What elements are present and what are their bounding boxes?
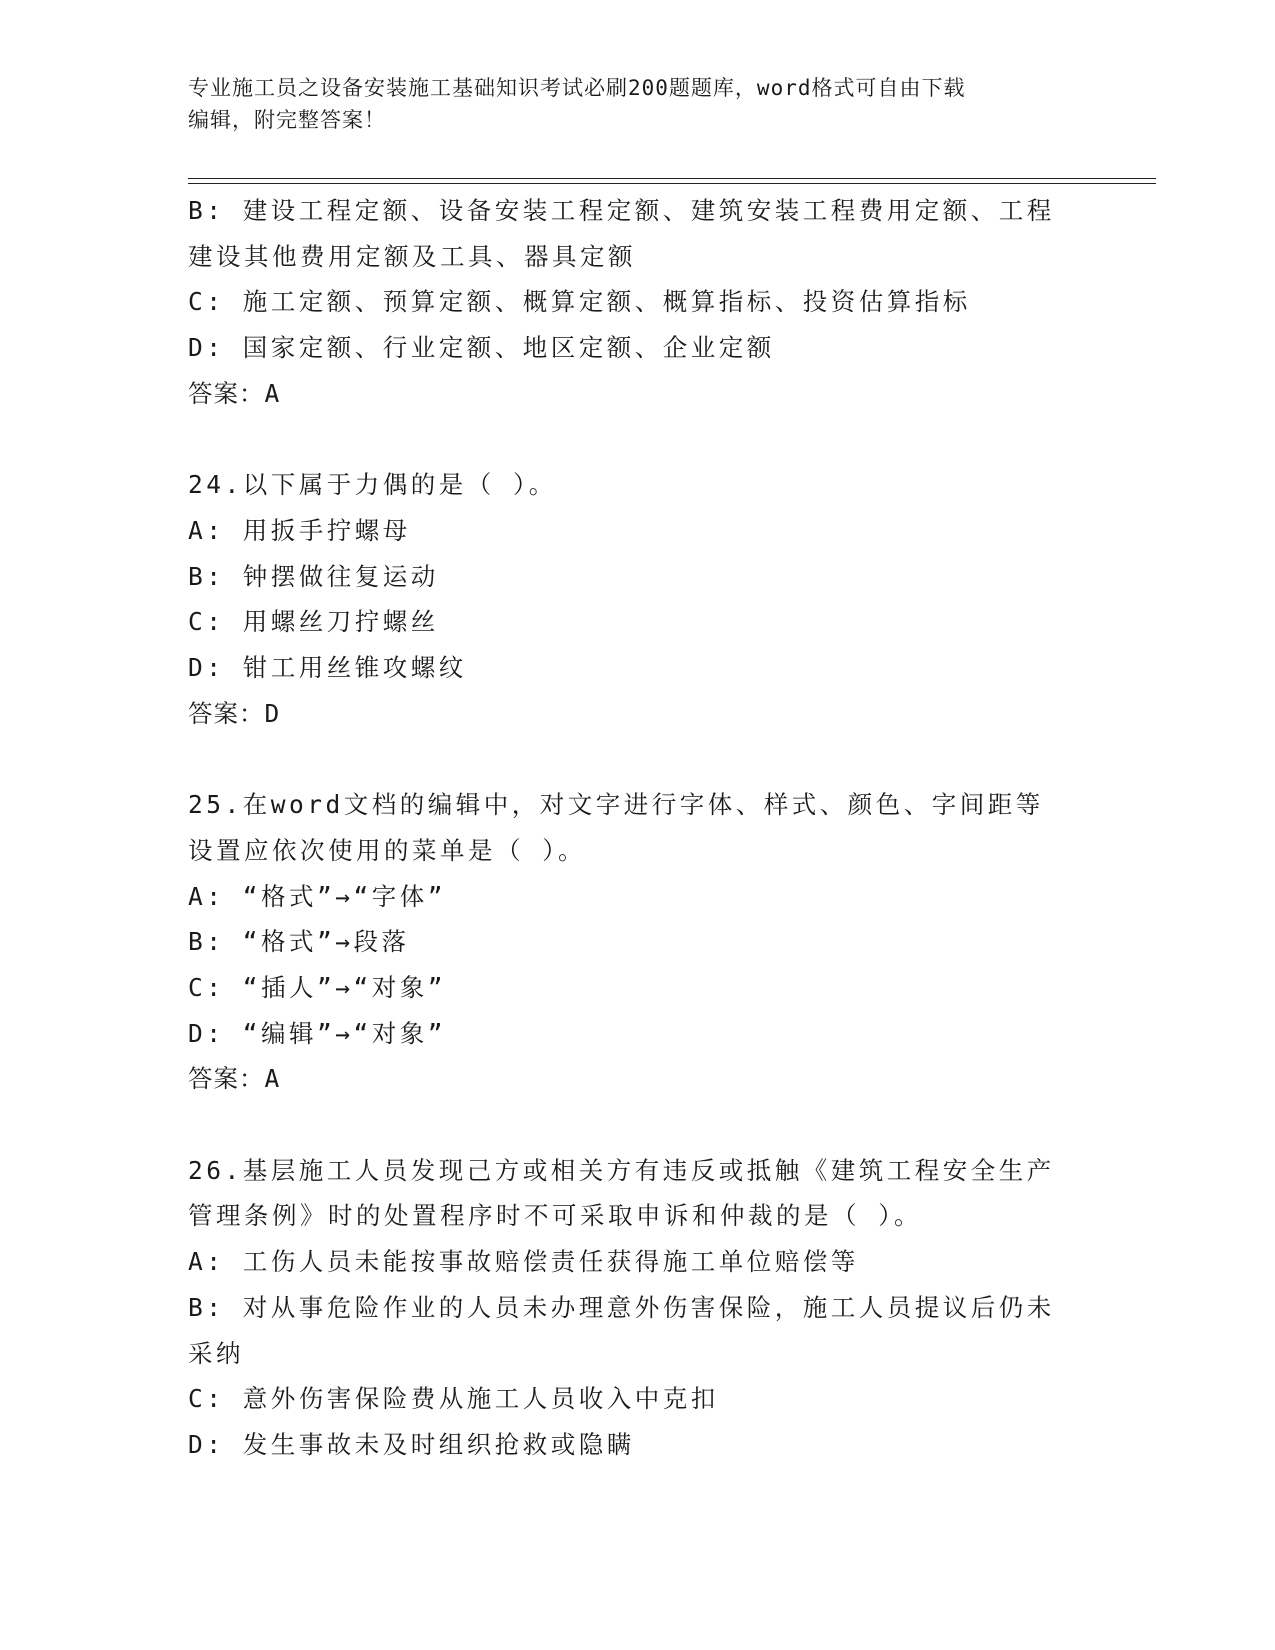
option-c: C: 用螺丝刀拧螺丝 <box>188 607 439 637</box>
option-d: D: 钳工用丝锥攻螺纹 <box>188 653 467 683</box>
option-b-line-2: 建设其他费用定额及工具、器具定额 <box>188 241 636 271</box>
option-b-line-1: B: 建设工程定额、设备安装工程定额、建筑安装工程费用定额、工程 <box>188 196 1055 225</box>
option-a: A: 用扳手拧螺母 <box>188 515 411 545</box>
answer-line <box>188 371 1088 417</box>
header-title-line-2: 编辑，附完整答案！ <box>188 108 386 132</box>
question-text-line-1: 25.在word文档的编辑中，对文字进行字体、样式、颜色、字间距等 <box>188 790 1044 820</box>
answer-value: A <box>264 1064 281 1094</box>
option-d: D: “编辑”→“对象” <box>188 1018 447 1048</box>
question-text-line-2: 设置应依次使用的菜单是（ ）。 <box>188 835 586 865</box>
question-24 <box>188 462 1088 736</box>
spacer <box>188 1102 1088 1148</box>
option-c: C: “插人”→“对象” <box>188 972 447 1002</box>
header-title-line-1: 专业施工员之设备安装施工基础知识考试必刷200题题库，word格式可自由下载 <box>188 76 966 100</box>
document-body <box>188 188 1088 1468</box>
spacer <box>188 417 1088 463</box>
header-divider-top <box>188 178 1156 179</box>
answer-label: 答案： <box>188 698 265 728</box>
spacer <box>188 736 1088 782</box>
option-c: C: 意外伤害保险费从施工人员收入中克扣 <box>188 1384 719 1414</box>
option-b: B: “格式”→段落 <box>188 927 410 957</box>
header-divider-bottom <box>188 183 1156 184</box>
answer-label: 答案： <box>188 378 265 408</box>
answer-label: 答案： <box>188 1064 265 1094</box>
option-d: D: 发生事故未及时组织抢救或隐瞒 <box>188 1429 635 1459</box>
question-text-line-1: 26.基层施工人员发现己方或相关方有违反或抵触《建筑工程安全生产 <box>188 1155 1055 1185</box>
option-b-line-1: B: 对从事危险作业的人员未办理意外伤害保险，施工人员提议后仍未 <box>188 1292 1055 1322</box>
answer-line <box>188 691 1088 737</box>
option-c: C: 施工定额、预算定额、概算定额、概算指标、投资估算指标 <box>188 287 971 317</box>
question-text-line-2: 管理条例》时的处置程序时不可采取申诉和仲裁的是（ ）。 <box>188 1201 922 1231</box>
question-26 <box>188 1148 1088 1468</box>
option-b: B: 钟摆做往复运动 <box>188 561 439 591</box>
option-a: A: 工伤人员未能按事故赔偿责任获得施工单位赔偿等 <box>188 1247 859 1277</box>
option-d: D: 国家定额、行业定额、地区定额、企业定额 <box>188 333 775 363</box>
answer-value: D <box>264 698 281 728</box>
document-header <box>188 72 1088 136</box>
answer-line <box>188 1056 1088 1102</box>
question-23 <box>188 188 1088 417</box>
question-25 <box>188 782 1088 1102</box>
option-a: A: “格式”→“字体” <box>188 881 447 911</box>
answer-value: A <box>264 378 281 408</box>
question-text: 24.以下属于力偶的是（ ）。 <box>188 470 557 500</box>
option-b-line-2: 采纳 <box>188 1338 244 1368</box>
